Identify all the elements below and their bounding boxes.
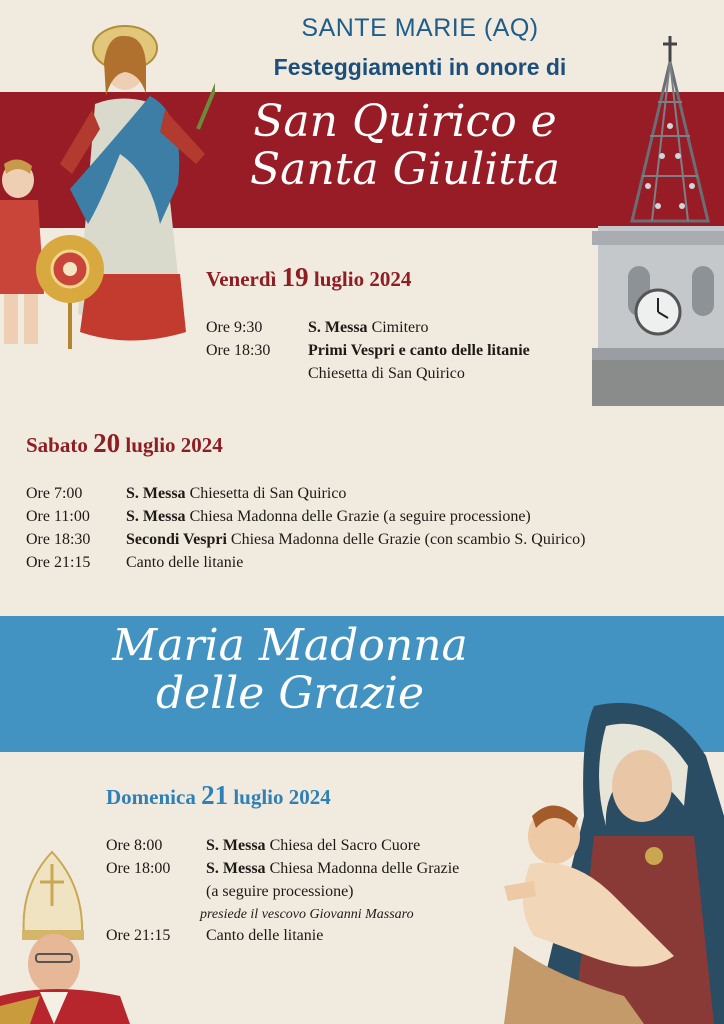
event-text: Canto delle litanie — [206, 927, 324, 944]
event-bold: Secondi Vespri — [126, 531, 227, 548]
event-time: Ore 21:15 — [26, 554, 91, 571]
day-heading-saturday — [26, 428, 223, 459]
schedule-row — [206, 316, 606, 339]
madonna-title-line2: delle Grazie — [155, 668, 425, 720]
saints-title — [190, 98, 620, 195]
day-weekday: Venerdì — [206, 267, 277, 291]
schedule-row — [26, 482, 716, 505]
event-desc — [126, 528, 585, 551]
schedule-row — [206, 339, 606, 362]
day-month-year: luglio 2024 — [233, 785, 331, 809]
bell-tower-image — [592, 36, 724, 406]
event-time: Ore 18:30 — [206, 342, 271, 359]
day-weekday: Sabato — [26, 433, 88, 457]
schedule-row — [26, 528, 716, 551]
event-location: Chiesetta di San Quirico — [308, 365, 465, 382]
schedule-row — [106, 903, 536, 924]
day-number: 21 — [201, 780, 229, 810]
event-time: Ore 8:00 — [106, 837, 163, 854]
subtitle: Festeggiamenti in onore di — [273, 54, 567, 80]
event-text: Cimitero — [367, 319, 429, 336]
day-weekday: Domenica — [106, 785, 196, 809]
saints-title-line2: Santa Giulitta — [250, 144, 560, 196]
event-time: Ore 11:00 — [26, 508, 90, 525]
schedule-row — [26, 551, 716, 574]
event-bold: S. Messa — [308, 319, 368, 336]
saint-statue-image — [0, 14, 215, 354]
day-number: 19 — [281, 262, 309, 292]
event-time: Ore 21:15 — [106, 927, 171, 944]
event-text: Chiesa del Sacro Cuore — [265, 837, 421, 854]
schedule-row — [106, 924, 536, 947]
day-heading-friday — [206, 262, 411, 293]
schedule-friday — [206, 316, 606, 385]
event-bold: S. Messa — [126, 508, 186, 525]
event-text: Chiesa Madonna delle Grazie (con scambio S. Quirico) — [226, 531, 586, 548]
event-text: Chiesa Madonna delle Grazie (a seguire processione) — [185, 508, 531, 525]
event-desc — [308, 339, 530, 362]
schedule-row — [106, 880, 536, 903]
schedule-row — [26, 505, 716, 528]
event-bold: Primi Vespri e canto delle litanie — [308, 342, 530, 359]
madonna-title — [70, 622, 510, 719]
schedule-row — [106, 857, 536, 880]
madonna-title-line1: Maria Madonna — [112, 620, 468, 671]
schedule-row — [206, 362, 606, 385]
event-time: Ore 18:30 — [26, 531, 91, 548]
event-time: Ore 7:00 — [26, 485, 83, 502]
day-month-year: luglio 2024 — [313, 267, 412, 291]
event-desc — [308, 316, 428, 339]
schedule-row — [106, 834, 536, 857]
event-time: Ore 18:00 — [106, 860, 171, 877]
schedule-sunday — [106, 834, 536, 947]
event-desc — [126, 505, 531, 528]
event-time: Ore 9:30 — [206, 319, 263, 336]
schedule-saturday — [26, 482, 716, 574]
event-bold: S. Messa — [126, 485, 186, 502]
event-text: (a seguire processione) — [206, 883, 354, 900]
town-name: SANTE MARIE (AQ) — [301, 14, 539, 42]
event-bold: S. Messa — [206, 837, 266, 854]
event-text: Canto delle litanie — [126, 554, 244, 571]
event-text: Chiesa Madonna delle Grazie — [265, 860, 460, 877]
day-heading-sunday — [106, 780, 331, 811]
event-desc — [206, 834, 420, 857]
event-bold: S. Messa — [206, 860, 266, 877]
event-note: presiede il vescovo Giovanni Massaro — [200, 907, 414, 922]
saints-title-line1: San Quirico e — [253, 96, 557, 147]
event-text: Chiesetta di San Quirico — [185, 485, 347, 502]
event-desc — [126, 482, 346, 505]
event-desc — [206, 857, 459, 880]
day-month-year: luglio 2024 — [125, 433, 223, 457]
day-number: 20 — [93, 428, 121, 458]
